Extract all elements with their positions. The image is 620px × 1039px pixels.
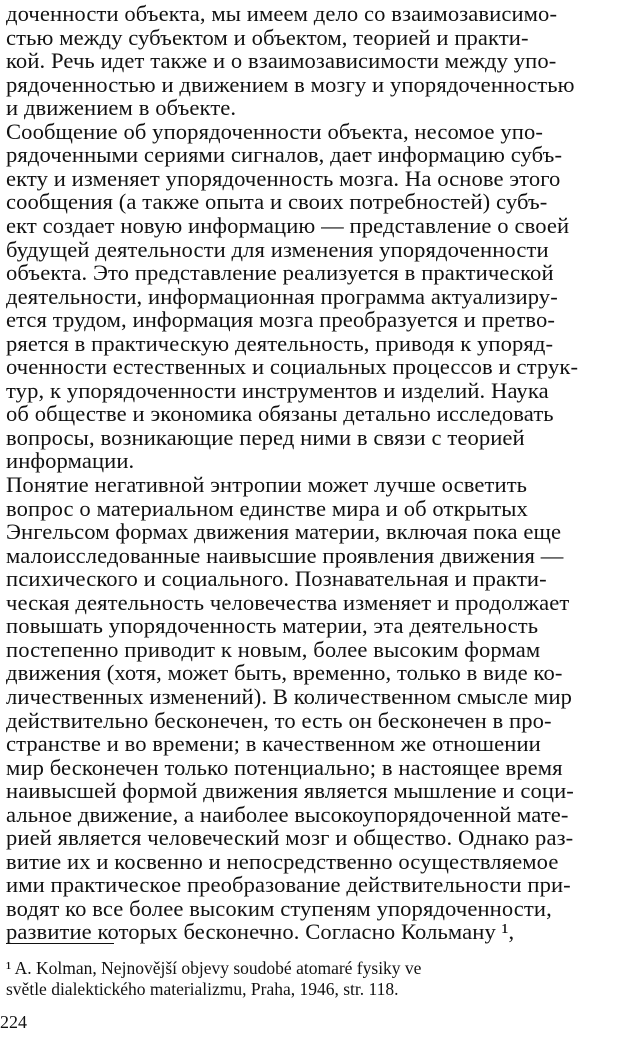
- text-line: рядоченными сериями сигналов, дает информацию субъ-: [6, 143, 563, 168]
- text-line: психического и социального. Познавательная и практи-: [6, 567, 547, 592]
- text-line: наивысшей формой движения является мышление и соци-: [6, 779, 574, 804]
- footnote-divider: [6, 943, 114, 944]
- text-line: ими практическое преобразование действительности при-: [6, 873, 571, 898]
- text-line: движения (хотя, может быть, временно, только в виде ко-: [6, 661, 563, 686]
- text-line: Понятие негативной энтропии может лучше осветить: [6, 473, 528, 497]
- text-line: будущей деятельности для изменения упорядоченности: [6, 237, 549, 262]
- text-line: Сообщение об упорядоченности объекта, несомое упо-: [6, 119, 543, 144]
- text-line: постепенно приводит к новым, более высоким формам: [6, 637, 541, 662]
- text-line: альное движение, а наиболее высокоупорядоченной мате-: [6, 802, 569, 827]
- text-line: доченности объекта, мы имеем дело со взаимозависимо-: [6, 2, 558, 26]
- text-line: оченности естественных и социальных процессов и струк-: [6, 355, 579, 380]
- text-line: тур, к упорядоченности инструментов и изделий. Наука: [6, 378, 549, 403]
- text-line: ется трудом, информация мозга преобразуется и претво-: [6, 308, 556, 333]
- text-line: водят ко все более высоким ступеням упорядоченности,: [6, 896, 552, 921]
- text-line: информации.: [6, 449, 135, 474]
- text-line: кой. Речь идет также и о взаимозависимости между упо-: [6, 49, 557, 74]
- text-line: малоисследованные наивысшие проявления движения —: [6, 543, 564, 568]
- text-line: развитие которых бесконечно. Согласно Кольману ¹,: [6, 920, 515, 945]
- text-line: рией является человеческий мозг и общество. Однако раз-: [6, 826, 574, 851]
- text-line: ческая деятельность человечества изменяет и продолжает: [6, 590, 570, 615]
- text-line: мир бесконечен только потенциально; в настоящее время: [6, 755, 563, 780]
- text-line: деятельности, информационная программа актуализиру-: [6, 284, 558, 309]
- text-line: действительно бесконечен, то есть он бесконечен в про-: [6, 708, 552, 733]
- text-line: ряется в практическую деятельность, приводя к упоряд-: [6, 331, 554, 356]
- text-line: стью между субъектом и объектом, теорией и практи-: [6, 25, 529, 50]
- text-line: Энгельсом формах движения материи, включая пока еще: [6, 520, 562, 545]
- text-line: сообщения (а также опыта и своих потребностей) субъ-: [6, 190, 548, 215]
- text-line: вопросы, возникающие перед ними в связи с теорией: [6, 425, 525, 450]
- text-line: об обществе и экономика обязаны детально исследовать: [6, 402, 554, 427]
- page-number: 224: [0, 1012, 27, 1032]
- text-line: объекта. Это представление реализуется в практической: [6, 261, 554, 286]
- text-line: и движением в объекте.: [6, 96, 237, 121]
- text-line: личественных изменений). В количественном смысле мир: [6, 684, 573, 709]
- text-line: рядоченностью и движением в мозгу и упорядоченностью: [6, 72, 575, 97]
- text-line: вопрос о материальном единстве мира и об открытых: [6, 496, 528, 521]
- footnote-line: ¹ A. Kolman, Nejnovější objevy soudobé atomaré fysiky ve: [6, 958, 422, 978]
- text-line: повышать упорядоченность материи, эта деятельность: [6, 614, 539, 639]
- footnote-line: světle dialektického materializmu, Praha, 1946, str. 118.: [6, 979, 399, 999]
- text-line: екту и изменяет упорядоченность мозга. На основе этого: [6, 166, 561, 191]
- text-line: витие их и косвенно и непосредственно осуществляемое: [6, 849, 559, 874]
- text-line: странстве и во времени; в качественном же отношении: [6, 732, 541, 757]
- text-line: ект создает новую информацию — представление о своей: [6, 213, 570, 238]
